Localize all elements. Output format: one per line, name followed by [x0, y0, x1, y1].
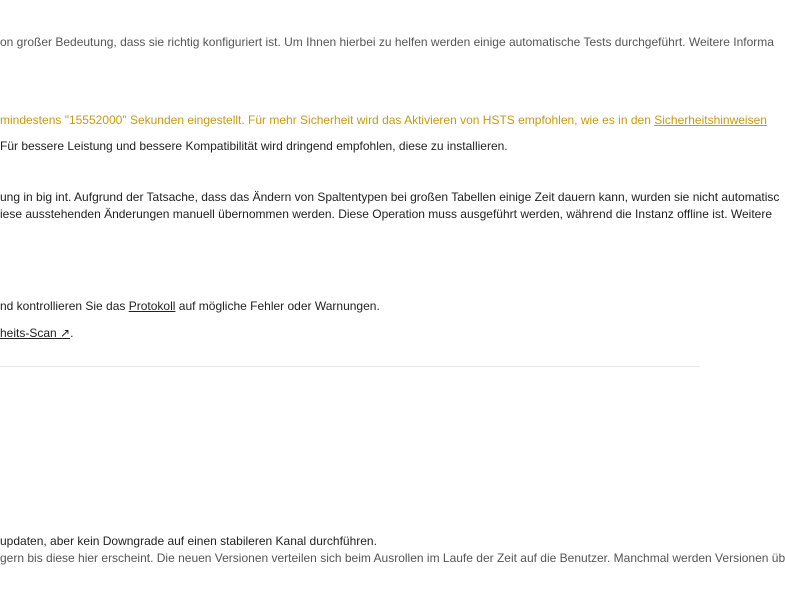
security-scan-suffix: . — [70, 326, 74, 340]
log-link[interactable]: Protokoll — [128, 299, 176, 313]
bigint-warning-line-1: ung in big int. Aufgrund der Tatsache, dass das Ändern von Spaltentypen bei großen Tabellen einige Zeit dauern kann, wurden sie nicht automatisc — [0, 190, 780, 204]
update-downgrade-note: updaten, aber kein Downgrade auf einen stabileren Kanal durchführen. — [0, 534, 377, 548]
log-check-prefix: nd kontrollieren Sie das — [0, 299, 129, 313]
security-intro-text: on großer Bedeutung, dass sie richtig konfiguriert ist. Um Ihnen hierbei zu helfen werden einige automatische Tests durchgeführt. Weitere Informa — [0, 35, 774, 49]
module-recommendation-text: Für bessere Leistung und bessere Kompatibilität wird dringend empfohlen, diese zu installieren. — [0, 139, 508, 153]
update-rollout-note: gern bis diese hier erscheint. Die neuen Versionen verteilen sich beim Ausrollen im Laufe der Zeit auf die Benutzer. Manchmal werden Versionen üb — [0, 551, 785, 565]
section-divider — [0, 366, 700, 367]
security-scan-link[interactable]: heits-Scan ↗ — [0, 326, 71, 340]
bigint-warning-line-2: iese ausstehenden Änderungen manuell übernommen werden. Diese Operation muss ausgeführt werden, während die Instanz offline ist. Weitere — [0, 207, 773, 221]
security-tips-link[interactable]: Sicherheitshinweisen — [654, 113, 767, 127]
hsts-warning-text: mindestens "15552000" Sekunden eingestellt. Für mehr Sicherheit wird das Aktivieren von HSTS empfohlen, wie es in den — [0, 113, 655, 127]
hsts-warning — [0, 112, 767, 128]
log-check-hint — [0, 298, 380, 314]
log-check-suffix: auf mögliche Fehler oder Warnungen. — [175, 299, 380, 313]
security-scan-hint — [0, 325, 73, 341]
